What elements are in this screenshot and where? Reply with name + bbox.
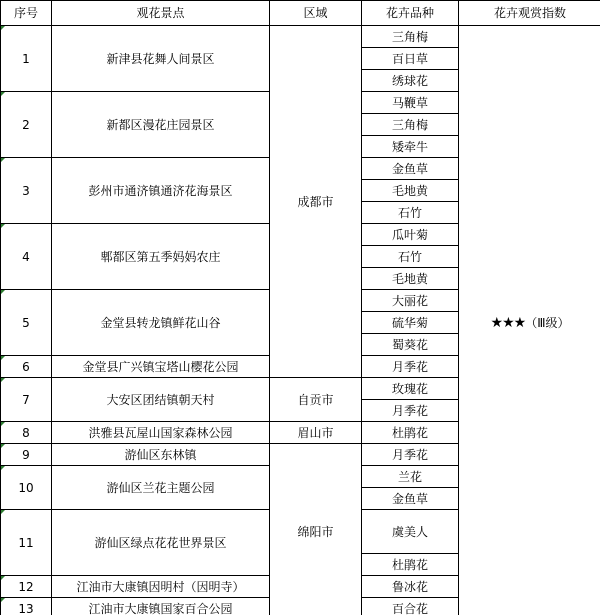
header-seq[interactable]: 序号 [1,1,52,26]
seq-cell[interactable]: 13 [1,598,52,615]
table-row [1,26,600,48]
flower-cell[interactable]: 三角梅 [362,26,459,48]
spot-cell[interactable]: 彭州市通济镇通济花海景区 [52,158,270,224]
flower-cell[interactable]: 硫华菊 [362,312,459,334]
flower-cell[interactable]: 蜀葵花 [362,334,459,356]
spot-cell[interactable]: 大安区团结镇朝天村 [52,378,270,422]
header-index[interactable]: 花卉观赏指数 [459,1,600,26]
flower-cell[interactable]: 大丽花 [362,290,459,312]
flower-cell[interactable]: 月季花 [362,444,459,466]
seq-cell[interactable]: 6 [1,356,52,378]
spot-cell[interactable]: 游仙区绿点花花世界景区 [52,510,270,576]
seq-cell[interactable]: 2 [1,92,52,158]
header-region[interactable]: 区域 [270,1,362,26]
flower-cell[interactable]: 玫瑰花 [362,378,459,400]
spot-cell[interactable]: 新津县花舞人间景区 [52,26,270,92]
flower-cell[interactable]: 月季花 [362,400,459,422]
seq-cell[interactable]: 8 [1,422,52,444]
flower-cell[interactable]: 瓜叶菊 [362,224,459,246]
seq-cell[interactable]: 10 [1,466,52,510]
flower-cell[interactable]: 毛地黄 [362,268,459,290]
flower-cell[interactable]: 虞美人 [362,510,459,554]
flower-cell[interactable]: 绣球花 [362,70,459,92]
flower-cell[interactable]: 三角梅 [362,114,459,136]
spot-cell[interactable]: 金堂县广兴镇宝塔山樱花公园 [52,356,270,378]
flower-cell[interactable]: 石竹 [362,202,459,224]
region-cell-zigong[interactable]: 自贡市 [270,378,362,422]
flower-cell[interactable]: 石竹 [362,246,459,268]
flower-cell[interactable]: 杜鹃花 [362,422,459,444]
seq-cell[interactable]: 12 [1,576,52,598]
region-cell-chengdu[interactable]: 成都市 [270,26,362,378]
flower-cell[interactable]: 杜鹃花 [362,554,459,576]
star-rating-icon: ★★★ [490,314,526,331]
flower-cell[interactable]: 鲁冰花 [362,576,459,598]
seq-cell[interactable]: 3 [1,158,52,224]
spot-cell[interactable]: 洪雅县瓦屋山国家森林公园 [52,422,270,444]
flower-cell[interactable]: 金鱼草 [362,158,459,180]
seq-cell[interactable]: 4 [1,224,52,290]
spot-cell[interactable]: 新都区漫花庄园景区 [52,92,270,158]
header-row [1,1,600,26]
spot-cell[interactable]: 江油市大康镇因明村（因明寺） [52,576,270,598]
flower-cell[interactable]: 金鱼草 [362,488,459,510]
flower-cell[interactable]: 百日草 [362,48,459,70]
region-cell-mianyang[interactable]: 绵阳市 [270,444,362,615]
seq-cell[interactable]: 1 [1,26,52,92]
rating-cell[interactable] [459,26,600,615]
spot-cell[interactable]: 游仙区东林镇 [52,444,270,466]
flower-cell[interactable]: 矮牵牛 [362,136,459,158]
seq-cell[interactable]: 7 [1,378,52,422]
flower-cell[interactable]: 马鞭草 [362,92,459,114]
flower-cell[interactable]: 毛地黄 [362,180,459,202]
rating-level: （Ⅲ级） [525,315,570,330]
spot-cell[interactable]: 金堂县转龙镇鲜花山谷 [52,290,270,356]
flower-cell[interactable]: 兰花 [362,466,459,488]
spot-cell[interactable]: 江油市大康镇国家百合公园 [52,598,270,615]
flower-cell[interactable]: 百合花 [362,598,459,615]
flower-cell[interactable]: 月季花 [362,356,459,378]
seq-cell[interactable]: 9 [1,444,52,466]
region-cell-meishan[interactable]: 眉山市 [270,422,362,444]
seq-cell[interactable]: 5 [1,290,52,356]
header-flower[interactable]: 花卉品种 [362,1,459,26]
spot-cell[interactable]: 游仙区兰花主题公园 [52,466,270,510]
seq-cell[interactable]: 11 [1,510,52,576]
header-spot[interactable]: 观花景点 [52,1,270,26]
spot-cell[interactable]: 郫都区第五季妈妈农庄 [52,224,270,290]
